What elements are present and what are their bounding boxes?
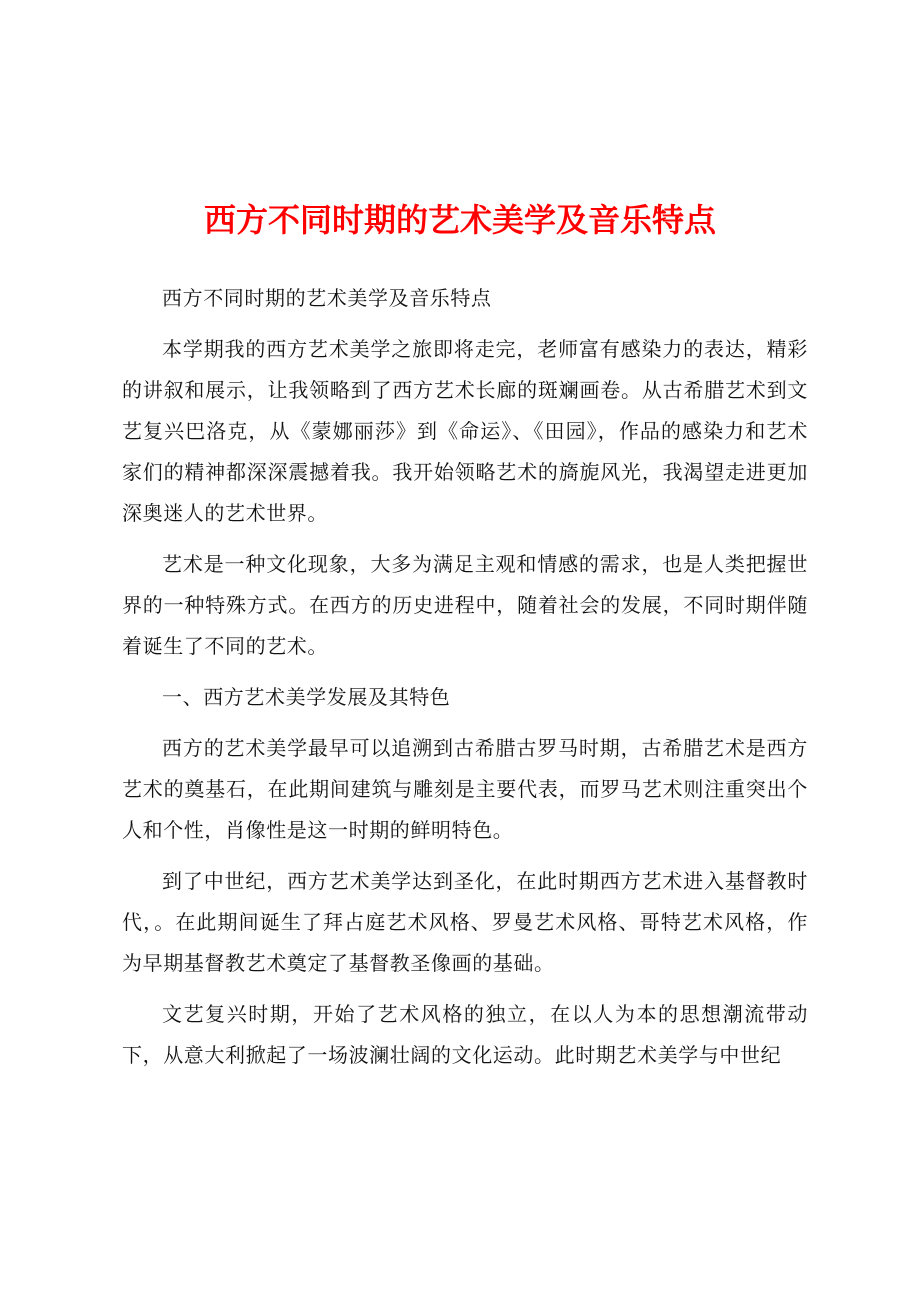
paragraph-renaissance: 文艺复兴时期，开始了艺术风格的独立，在以人为本的思想潮流带动下，从意大利掀起了一场波澜壮阔的文化运动。此时期艺术美学与中世纪 bbox=[122, 1002, 808, 1067]
document-title: 西方不同时期的艺术美学及音乐特点 bbox=[203, 201, 716, 239]
document-body bbox=[122, 278, 808, 1086]
section-heading-1: 一、西方艺术美学发展及其特色 bbox=[162, 685, 451, 709]
paragraph-intro: 本学期我的西方艺术美学之旅即将走完，老师富有感染力的表达，精彩的讲叙和展示，让我领略到了西方艺术长廊的斑斓画卷。从古希腊艺术到文艺复兴巴洛克，从《蒙娜丽莎》到《命运》、《田园》，作品的感染力和艺术家们的精神都深深震撼着我。我开始领略艺术的旖旎风光，我渴望走进更加深奥迷人的艺术世界。 bbox=[122, 337, 808, 525]
paragraph-subtitle: 西方不同时期的艺术美学及音乐特点 bbox=[162, 286, 492, 310]
paragraph-art-definition: 艺术是一种文化现象，大多为满足主观和情感的需求，也是人类把握世界的一种特殊方式。在西方的历史进程中，随着社会的发展，不同时期伴随着诞生了不同的艺术。 bbox=[122, 552, 808, 658]
paragraph-middle-ages: 到了中世纪，西方艺术美学达到圣化，在此时期西方艺术进入基督教时代，。在此期间诞生了拜占庭艺术风格、罗曼艺术风格、哥特艺术风格，作为早期基督教艺术奠定了基督教圣像画的基础。 bbox=[122, 869, 808, 975]
paragraph-ancient-greece-rome: 西方的艺术美学最早可以追溯到古希腊古罗马时期，古希腊艺术是西方艺术的奠基石，在此期间建筑与雕刻是主要代表，而罗马艺术则注重突出个人和个性，肖像性是这一时期的鲜明特色。 bbox=[122, 736, 808, 842]
